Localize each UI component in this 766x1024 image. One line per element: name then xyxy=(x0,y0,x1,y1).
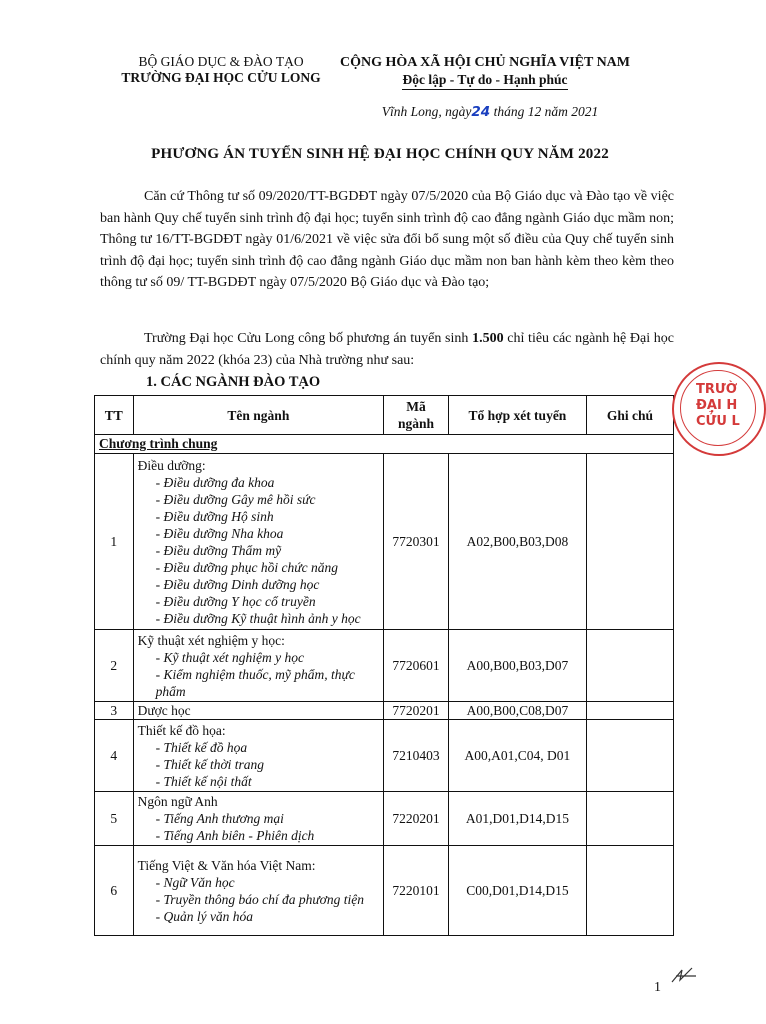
cell-combo: A00,B00,C08,D07 xyxy=(448,702,586,720)
ministry-name: BỘ GIÁO DỤC & ĐÀO TẠO xyxy=(138,54,304,69)
date-suffix: tháng 12 năm 2021 xyxy=(490,104,599,119)
header-name: Tên ngành xyxy=(133,396,384,435)
major-title: Dược học xyxy=(137,703,191,718)
sub-specialization: - Điều dưỡng Hộ sinh xyxy=(138,508,380,525)
major-title: Tiếng Việt & Văn hóa Việt Nam: xyxy=(137,857,316,873)
sub-specialization: - Điều dưỡng Thẩm mỹ xyxy=(138,542,380,559)
date-day-handwritten: 24 xyxy=(471,104,491,120)
sub-specialization: - Tiếng Anh biên - Phiên dịch xyxy=(138,827,380,844)
cell-name xyxy=(133,792,384,846)
section-title: 1. CÁC NGÀNH ĐÀO TẠO xyxy=(146,374,321,390)
handwritten-initials-icon xyxy=(666,960,706,990)
sub-specialization: - Điều dưỡng Gây mê hồi sức xyxy=(138,491,380,508)
paragraph-legal-basis: Căn cứ Thông tư số 09/2020/TT-BGDĐT ngày 07/5/2020 của Bộ Giáo dục và Đào tạo về việc ban hành Quy chế tuyển sinh trình độ đại học; tuyển sinh trình độ cao đẳng ngành Giáo dục mầm non; Thông tư 16/TT-BGDĐT ngày 01/6/2021 về việc sửa đổi bổ sung một số điều của Quy chế tuyển sinh trình độ đại học; tuyển sinh trình độ cao đẳng ngành Giáo dục mầm non ban hành kèm theo kèm theo thông tư số 09/ TT-BGDĐT ngày 07/5/2020 Bộ Giáo dục và Đào tạo; xyxy=(100,189,674,290)
announcement-text-after: chỉ tiêu các ngành hệ Đại học chính quy năm 2022 (khóa 23) của Nhà trường như sau: xyxy=(100,331,675,368)
header-left xyxy=(96,54,346,86)
sub-specialization: - Điều dưỡng Kỹ thuật hình ảnh y học xyxy=(138,610,380,627)
republic-name: CỘNG HÒA XÃ HỘI CHỦ NGHĨA VIỆT NAM xyxy=(339,55,630,70)
majors-table xyxy=(94,395,674,936)
cell-code: 7720601 xyxy=(384,630,449,702)
sub-specialization: - Điều dưỡng Y học cổ truyền xyxy=(138,593,380,610)
paragraph-announcement xyxy=(100,328,674,371)
cell-combo: A02,B00,B03,D08 xyxy=(448,454,586,630)
cell-note xyxy=(586,702,673,720)
sub-specialization: - Điều dưỡng đa khoa xyxy=(138,474,380,491)
cell-note xyxy=(586,630,673,702)
cell-note xyxy=(586,720,673,792)
header-note: Ghi chú xyxy=(586,396,673,435)
header-code: Mã ngành xyxy=(384,396,449,435)
sub-specialization: - Điều dưỡng phục hồi chức năng xyxy=(138,559,380,576)
date-line xyxy=(340,104,640,120)
cell-tt: 3 xyxy=(95,702,134,720)
quota-number: 1.500 xyxy=(472,331,504,346)
header-right xyxy=(320,54,650,90)
cell-tt: 6 xyxy=(95,846,134,936)
table-row xyxy=(95,792,674,846)
major-title: Thiết kế đồ họa: xyxy=(137,722,226,738)
cell-note xyxy=(586,454,673,630)
cell-combo: C00,D01,D14,D15 xyxy=(448,846,586,936)
group-title: Chương trình chung xyxy=(95,435,674,454)
red-seal-stamp xyxy=(672,362,766,456)
header-combo: Tổ hợp xét tuyển xyxy=(448,396,586,435)
cell-name xyxy=(133,454,384,630)
sub-specialization: - Kỹ thuật xét nghiệm y học xyxy=(138,649,380,666)
cell-name xyxy=(133,702,384,720)
sub-specialization: - Điều dưỡng Nha khoa xyxy=(138,525,380,542)
major-title: Điều dưỡng: xyxy=(137,457,206,473)
cell-code: 7210403 xyxy=(384,720,449,792)
cell-code: 7220201 xyxy=(384,792,449,846)
table-row xyxy=(95,846,674,936)
sub-specialization: - Ngữ Văn học xyxy=(138,874,380,891)
cell-combo: A01,D01,D14,D15 xyxy=(448,792,586,846)
announcement-text-before: Trường Đại học Cửu Long công bố phương án tuyển sinh xyxy=(144,331,473,346)
table-row xyxy=(95,454,674,630)
cell-tt: 4 xyxy=(95,720,134,792)
cell-tt: 5 xyxy=(95,792,134,846)
cell-note xyxy=(586,792,673,846)
major-title: Kỹ thuật xét nghiệm y học: xyxy=(137,632,285,648)
sub-specialization: - Truyền thông báo chí đa phương tiện xyxy=(138,891,380,908)
sub-specialization: - Kiểm nghiệm thuốc, mỹ phẩm, thực phẩm xyxy=(138,666,380,700)
sub-specialization: - Thiết kế nội thất xyxy=(138,773,380,790)
seal-text: TRƯỜ ĐẠI H CỬU L xyxy=(696,382,740,429)
cell-code: 7720201 xyxy=(384,702,449,720)
cell-code: 7220101 xyxy=(384,846,449,936)
major-title: Ngôn ngữ Anh xyxy=(137,794,218,809)
table-row xyxy=(95,630,674,702)
cell-name xyxy=(133,720,384,792)
table-header-row xyxy=(95,396,674,435)
date-prefix: Vĩnh Long, ngày xyxy=(381,104,472,119)
cell-name xyxy=(133,846,384,936)
cell-code: 7720301 xyxy=(384,454,449,630)
page-number: 1 xyxy=(654,980,661,995)
table-row xyxy=(95,720,674,792)
cell-combo: A00,A01,C04, D01 xyxy=(448,720,586,792)
table-row xyxy=(95,702,674,720)
document-title: PHƯƠNG ÁN TUYỂN SINH HỆ ĐẠI HỌC CHÍNH QUY NĂM 2022 xyxy=(151,146,609,162)
national-motto: Độc lập - Tự do - Hạnh phúc xyxy=(402,71,567,90)
table-body xyxy=(95,435,674,936)
school-name: TRƯỜNG ĐẠI HỌC CỬU LONG xyxy=(121,70,321,85)
cell-tt: 1 xyxy=(95,454,134,630)
header-tt: TT xyxy=(95,396,134,435)
cell-tt: 2 xyxy=(95,630,134,702)
sub-specialization: - Thiết kế thời trang xyxy=(138,756,380,773)
sub-specialization: - Quản lý văn hóa xyxy=(138,908,380,925)
sub-specialization: - Thiết kế đồ họa xyxy=(138,739,380,756)
cell-name xyxy=(133,630,384,702)
group-row xyxy=(95,435,674,454)
sub-specialization: - Điều dưỡng Dinh dưỡng học xyxy=(138,576,380,593)
cell-combo: A00,B00,B03,D07 xyxy=(448,630,586,702)
sub-specialization: - Tiếng Anh thương mại xyxy=(138,810,380,827)
cell-note xyxy=(586,846,673,936)
